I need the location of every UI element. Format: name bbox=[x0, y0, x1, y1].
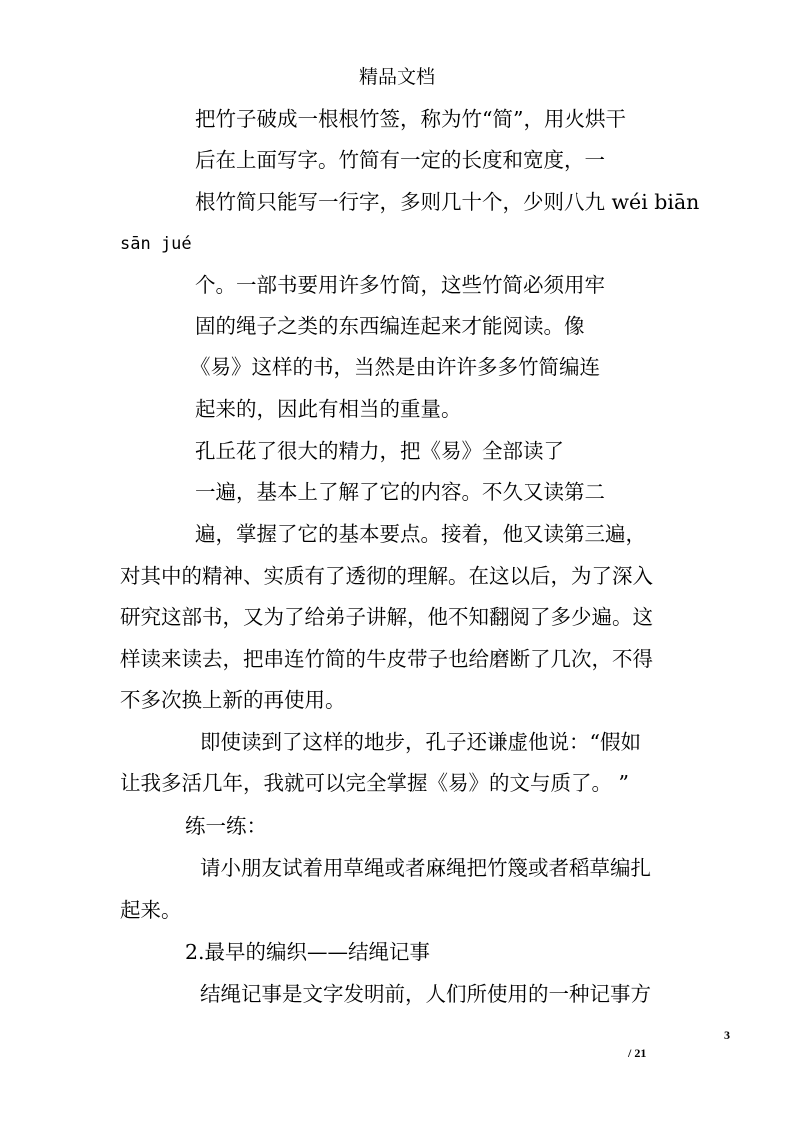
page-total: / 21 bbox=[628, 1046, 647, 1060]
exercise-heading: 练一练： bbox=[185, 814, 267, 838]
body-line: 样读来读去，把串连竹简的牛皮带子也给磨断了几次，不得 bbox=[120, 647, 653, 671]
body-line: 起来的，因此有相当的重量。 bbox=[195, 397, 462, 421]
pinyin-line: sān jué bbox=[120, 234, 192, 254]
body-line: 让我多活几年，我就可以完全掌握《易》的文与质了。 ” bbox=[120, 771, 629, 795]
body-line: 即使读到了这样的地步，孔子还谦虚他说：“假如 bbox=[200, 730, 641, 754]
body-line: 个。一部书要用许多竹简，这些竹简必须用牢 bbox=[195, 273, 605, 297]
body-line: 把竹子破成一根根竹签，称为竹“简”，用火烘干 bbox=[195, 107, 626, 131]
body-line: 孔丘花了很大的精力，把《易》全部读了 bbox=[195, 439, 564, 463]
body-line: 研究这部书，又为了给弟子讲解，他不知翻阅了多少遍。这 bbox=[120, 605, 653, 629]
body-line: 不多次换上新的再使用。 bbox=[120, 688, 346, 712]
body-line: 起来。 bbox=[120, 898, 182, 922]
page-header: 精品文档 bbox=[358, 66, 435, 88]
section-heading: 2.最早的编织——结绳记事 bbox=[185, 940, 431, 964]
body-line: 固的绳子之类的东西编连起来才能阅读。像 bbox=[195, 314, 585, 338]
body-line: 遍，掌握了它的基本要点。接着，他又读第三遍， bbox=[195, 522, 646, 546]
body-line: 根竹简只能写一行字，多则几十个，少则八九 wéi biān bbox=[195, 190, 700, 214]
body-line: 一遍，基本上了解了它的内容。不久又读第二 bbox=[195, 480, 605, 504]
body-line: 对其中的精神、实质有了透彻的理解。在这以后，为了深入 bbox=[120, 564, 653, 588]
body-line: 请小朋友试着用草绳或者麻绳把竹篾或者稻草编扎 bbox=[200, 856, 651, 880]
body-line: 后在上面写字。竹简有一定的长度和宽度，一 bbox=[195, 148, 605, 172]
page-number: 3 bbox=[724, 1028, 730, 1042]
body-line: 结绳记事是文字发明前，人们所使用的一种记事方 bbox=[200, 982, 651, 1006]
body-line: 《易》这样的书，当然是由许许多多竹简编连 bbox=[190, 355, 600, 379]
